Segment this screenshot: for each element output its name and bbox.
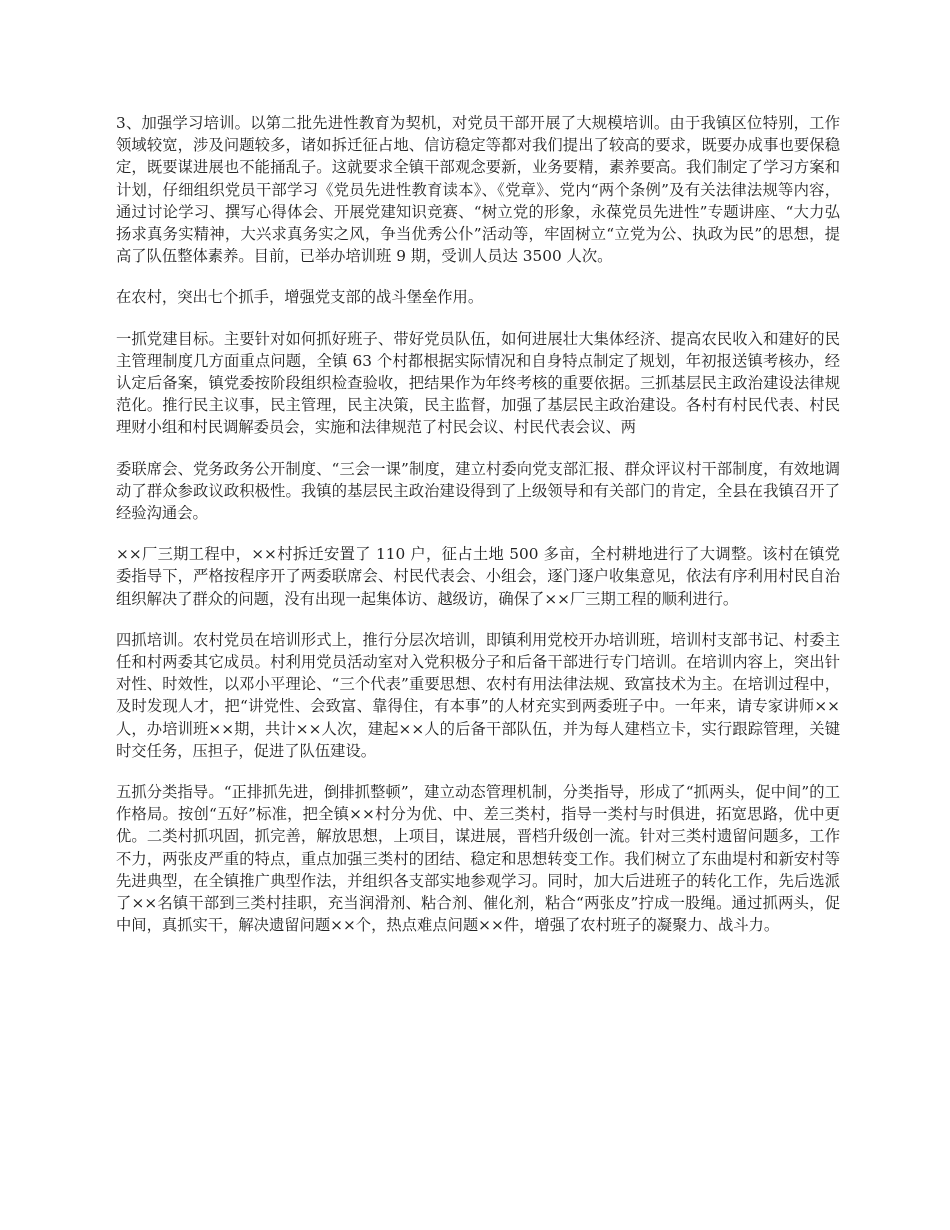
paragraph-training: 四抓培训。农村党员在培训形式上，推行分层次培训，即镇利用党校开办培训班，培训村支部书记、村委主任和村两委其它成员。村利用党员活动室对入党积极分子和后备干部进行专门培训。在培训内容上，突出针对性、时效性，以邓小平理论、“三个代表”重要思想、农村有用法律法规、致富技术为主。在培训过程中，及时发现人才，把“讲党性、会致富、靠得住，有本事”的人材充实到两委班子中。一年来，请专家讲师××人，办培训班××期，共计××人次，建起××人的后备干部队伍，并为每人建档立卡，实行跟踪管理，关键时交任务，压担子，促进了队伍建设。 xyxy=(116,630,840,760)
paragraph-factory-project: ××厂三期工程中，××村拆迁安置了 110 户，征占土地 500 多亩，全村耕地进行了大调整。该村在镇党委指导下，严格按程序开了两委联席会、村民代表会、小组会，逐门逐户收集意见，依法有序利用村民自治组织解决了群众的问题，没有出现一起集体访、越级访，确保了××厂三期工程的顺利进行。 xyxy=(116,545,840,608)
paragraph-rural-intro: 在农村，突出七个抓手，增强党支部的战斗堡垒作用。 xyxy=(116,288,484,307)
paragraph-party-building-goals: 一抓党建目标。主要针对如何抓好班子、带好党员队伍，如何进展壮大集体经济、提高农民收入和建好的民主管理制度几方面重点问题，全镇 63 个村都根据实际情况和自身特点制定了规划，年初报送镇考核办，经认定后备案，镇党委按阶段组织检查验收，把结果作为年终考核的重要依据。三抓基层民主政治建设法律规范化。推行民主议事，民主管理，民主决策，民主监督，加强了基层民主政治建设。各村有村民代表、村民理财小组和村民调解委员会，实施和法律规范了村民会议、村民代表会议、两 xyxy=(116,329,840,437)
paragraph-study-training: 3、加强学习培训。以第二批先进性教育为契机，对党员干部开展了大规模培训。由于我镇区位特别，工作领域较宽，涉及问题较多，诸如拆迁征占地、信访稳定等都对我们提出了较高的要求，既要办成事也要保稳定，既要谋进展也不能捅乱子。这就要求全镇干部观念要新，业务要精，素养要高。我们制定了学习方案和计划，仔细组织党员干部学习《党员先进性教育读本》、《党章》、党内“两个条例”及有关法律法规等内容，通过讨论学习、撰写心得体会、开展党建知识竞赛、“树立党的形象，永葆党员先进性”专题讲座、“大力弘扬求真务实精神，大兴求真务实之风，争当优秀公仆”活动等，牢固树立“立党为公、执政为民”的思想，提高了队伍整体素养。目前，已举办培训班 9 期，受训人员达 3500 人次。 xyxy=(116,114,840,266)
paragraph-joint-meeting-system: 委联席会、党务政务公开制度、“三会一课”制度，建立村委向党支部汇报、群众评议村干部制度，有效地调动了群众参政议政积极性。我镇的基层民主政治建设得到了上级领导和有关部门的肯定，全县在我镇召开了经验沟通会。 xyxy=(116,459,840,523)
document-body xyxy=(116,112,840,956)
paragraph-category-guidance: 五抓分类指导。“正排抓先进，倒排抓整顿”，建立动态管理机制，分类指导，形成了“抓两头，促中间”的工作格局。按创“五好”标准，把全镇××村分为优、中、差三类村，指导一类村与时俱进，拓宽思路，优中更优。二类村抓巩固，抓完善，解放思想，上项目，谋进展，晋档升级创一流。针对三类村遗留问题多，工作不力，两张皮严重的特点，重点加强三类村的团结、稳定和思想转变工作。我们树立了东曲堤村和新安村等先进典型，在全镇推广典型作法，并组织各支部实地参观学习。同时，加大后进班子的转化工作，先后选派了××名镇干部到三类村挂职，充当润滑剂、粘合剂、催化剂，粘合“两张皮”拧成一股绳。通过抓两头，促中间，真抓实干，解决遗留问题××个，热点难点问题××件，增强了农村班子的凝聚力、战斗力。 xyxy=(116,783,840,935)
